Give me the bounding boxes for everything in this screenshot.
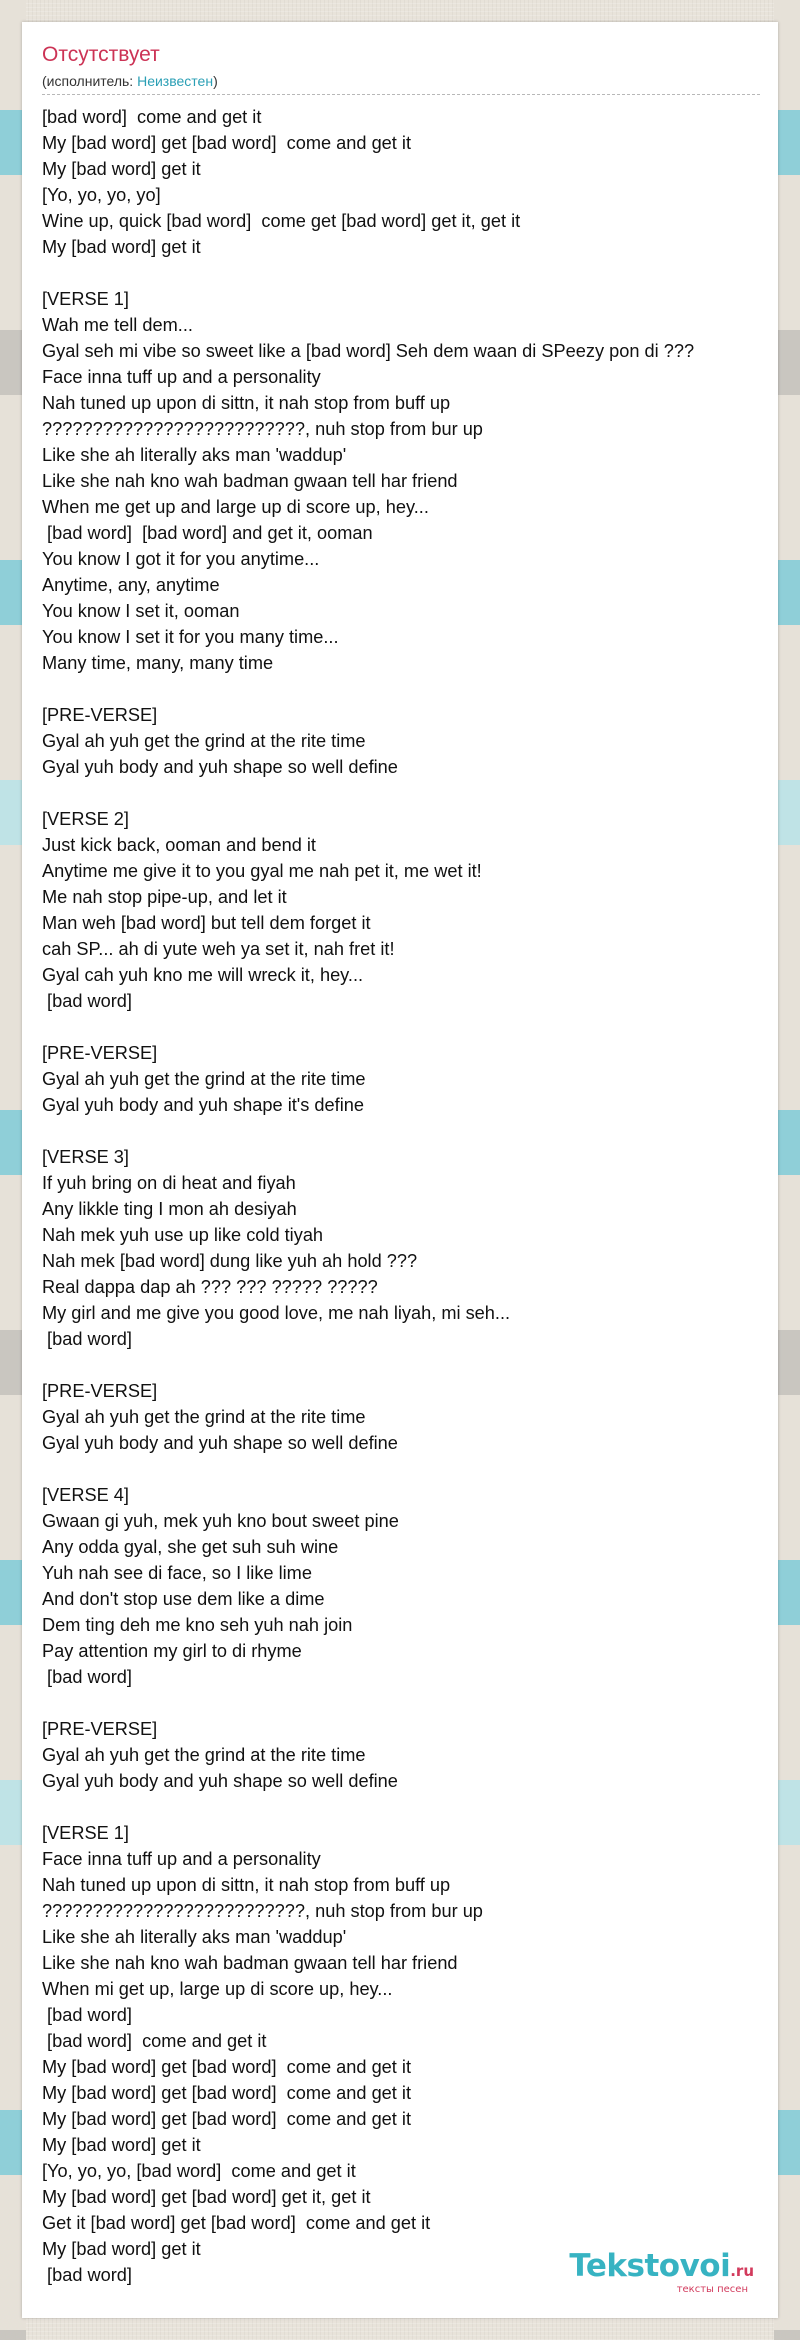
lyrics-blank-line [42, 676, 772, 702]
lyrics-line: My [bad word] get [bad word] come and get it [42, 133, 411, 153]
lyrics-line: My [bad word] get [bad word] get it, get it [42, 2187, 371, 2207]
lyrics-blank-line [42, 1352, 772, 1378]
lyrics-line: Like she ah literally aks man 'waddup' [42, 445, 347, 465]
lyrics-line: Anytime me give it to you gyal me nah pet it, me wet it! [42, 861, 482, 881]
song-title: Отсутствует [42, 43, 160, 66]
lyrics-blank-line [42, 1690, 772, 1716]
lyrics-line: Gwaan gi yuh, mek yuh kno bout sweet pine [42, 1511, 399, 1531]
lyrics-line: Gyal ah yuh get the grind at the rite time [42, 1407, 366, 1427]
lyrics-line: Gyal yuh body and yuh shape so well define [42, 1433, 398, 1453]
lyrics-line: Yuh nah see di face, so I like lime [42, 1563, 312, 1583]
lyrics-line: Nah tuned up upon di sittn, it nah stop from buff up [42, 393, 451, 413]
lyrics-line: cah SP... ah di yute weh ya set it, nah fret it! [42, 939, 395, 959]
lyrics-line: Get it [bad word] get [bad word] come and get it [42, 2213, 431, 2233]
lyrics-line: My [bad word] get it [42, 237, 201, 257]
lyrics-line: Gyal ah yuh get the grind at the rite time [42, 1069, 366, 1089]
lyrics-blank-line [42, 780, 772, 806]
lyrics-line: [Yo, yo, yo, [bad word] come and get it [42, 2161, 356, 2181]
lyrics-line: [bad word] [42, 1667, 132, 1687]
lyrics-line: Nah tuned up upon di sittn, it nah stop from buff up [42, 1875, 451, 1895]
lyrics-line: You know I got it for you anytime... [42, 549, 320, 569]
lyrics-line: Face inna tuff up and a personality [42, 367, 321, 387]
lyrics-line: When mi get up, large up di score up, hey... [42, 1979, 393, 1999]
lyrics-line: Gyal yuh body and yuh shape so well define [42, 757, 398, 777]
lyrics-line: Any odda gyal, she get suh suh wine [42, 1537, 339, 1557]
lyrics-blank-line [42, 1118, 772, 1144]
lyrics-line: [PRE-VERSE] [42, 705, 158, 725]
lyrics-line: Face inna tuff up and a personality [42, 1849, 321, 1869]
lyrics-blank-line [42, 260, 772, 286]
lyrics-line: Man weh [bad word] but tell dem forget it [42, 913, 371, 933]
lyrics-line: Dem ting deh me kno seh yuh nah join [42, 1615, 353, 1635]
lyrics-line: [VERSE 4] [42, 1485, 129, 1505]
lyrics-line: Gyal seh mi vibe so sweet like a [bad word] Seh dem waan di SPeezy pon di ??? [42, 341, 695, 361]
lyrics-line: Gyal cah yuh kno me will wreck it, hey... [42, 965, 364, 985]
lyrics-line: You know I set it, ooman [42, 601, 240, 621]
lyrics-line: If yuh bring on di heat and fiyah [42, 1173, 296, 1193]
lyrics-line: [bad word] [42, 991, 132, 1011]
lyrics-line: Gyal ah yuh get the grind at the rite time [42, 1745, 366, 1765]
site-logo[interactable] [544, 2248, 754, 2296]
lyrics-line: Gyal ah yuh get the grind at the rite time [42, 731, 366, 751]
lyrics-line: [PRE-VERSE] [42, 1043, 158, 1063]
lyrics-line: [VERSE 2] [42, 809, 129, 829]
lyrics-line: Anytime, any, anytime [42, 575, 220, 595]
lyrics-line: My girl and me give you good love, me nah liyah, mi seh... [42, 1303, 511, 1323]
lyrics-line: Like she nah kno wah badman gwaan tell har friend [42, 471, 458, 491]
lyrics-body [42, 104, 772, 2288]
artist-link[interactable]: Неизвестен [137, 73, 214, 89]
artist-line [42, 72, 218, 90]
lyrics-blank-line [42, 1794, 772, 1820]
title-divider [42, 94, 760, 95]
lyrics-line: Nah mek yuh use up like cold tiyah [42, 1225, 324, 1245]
lyrics-line: [bad word] [42, 1329, 132, 1349]
lyrics-line: [PRE-VERSE] [42, 1719, 158, 1739]
logo-name: Tekstovoi [569, 2248, 731, 2284]
lyrics-line: ??????????????????????????, nuh stop from bur up [42, 419, 483, 439]
lyrics-line: My [bad word] get it [42, 2135, 201, 2155]
lyrics-card [22, 22, 778, 2318]
lyrics-line: [VERSE 1] [42, 1823, 129, 1843]
lyrics-line: [Yo, yo, yo, yo] [42, 185, 161, 205]
lyrics-line: Just kick back, ooman and bend it [42, 835, 316, 855]
logo-tagline: тексты песен [676, 2284, 748, 2295]
lyrics-line: Like she nah kno wah badman gwaan tell har friend [42, 1953, 458, 1973]
lyrics-line: Nah mek [bad word] dung like yuh ah hold ??? [42, 1251, 418, 1271]
lyrics-line: Gyal yuh body and yuh shape so well define [42, 1771, 398, 1791]
lyrics-line: [VERSE 3] [42, 1147, 129, 1167]
lyrics-line: My [bad word] get it [42, 2239, 201, 2259]
lyrics-line: [bad word] [bad word] and get it, ooman [42, 523, 373, 543]
lyrics-line: [VERSE 1] [42, 289, 129, 309]
lyrics-line: Many time, many, many time [42, 653, 274, 673]
lyrics-line: Pay attention my girl to di rhyme [42, 1641, 302, 1661]
lyrics-line: Wine up, quick [bad word] come get [bad word] get it, get it [42, 211, 521, 231]
lyrics-line: My [bad word] get [bad word] come and get it [42, 2109, 411, 2129]
lyrics-blank-line [42, 1014, 772, 1040]
lyrics-line: [bad word] come and get it [42, 2031, 267, 2051]
lyrics-line: ??????????????????????????, nuh stop from bur up [42, 1901, 483, 1921]
lyrics-line: My [bad word] get [bad word] come and get it [42, 2083, 411, 2103]
lyrics-line: Wah me tell dem... [42, 315, 193, 335]
lyrics-line: [PRE-VERSE] [42, 1381, 158, 1401]
lyrics-line: Like she ah literally aks man 'waddup' [42, 1927, 347, 1947]
artist-prefix: (исполнитель: [42, 73, 138, 89]
logo-wordmark [569, 2248, 754, 2289]
lyrics-line: Real dappa dap ah ??? ??? ????? ????? [42, 1277, 378, 1297]
lyrics-line: When me get up and large up di score up, hey... [42, 497, 429, 517]
logo-tld: .ru [730, 2262, 754, 2280]
lyrics-line: You know I set it for you many time... [42, 627, 339, 647]
lyrics-line: Me nah stop pipe-up, and let it [42, 887, 287, 907]
lyrics-line: [bad word] [42, 2265, 132, 2285]
artist-suffix: ) [213, 73, 218, 89]
lyrics-line: My [bad word] get it [42, 159, 201, 179]
lyrics-blank-line [42, 1456, 772, 1482]
lyrics-line: And don't stop use dem like a dime [42, 1589, 325, 1609]
lyrics-line: Any likkle ting I mon ah desiyah [42, 1199, 297, 1219]
lyrics-line: [bad word] come and get it [42, 107, 262, 127]
lyrics-line: [bad word] [42, 2005, 132, 2025]
lyrics-line: Gyal yuh body and yuh shape it's define [42, 1095, 364, 1115]
lyrics-line: My [bad word] get [bad word] come and get it [42, 2057, 411, 2077]
